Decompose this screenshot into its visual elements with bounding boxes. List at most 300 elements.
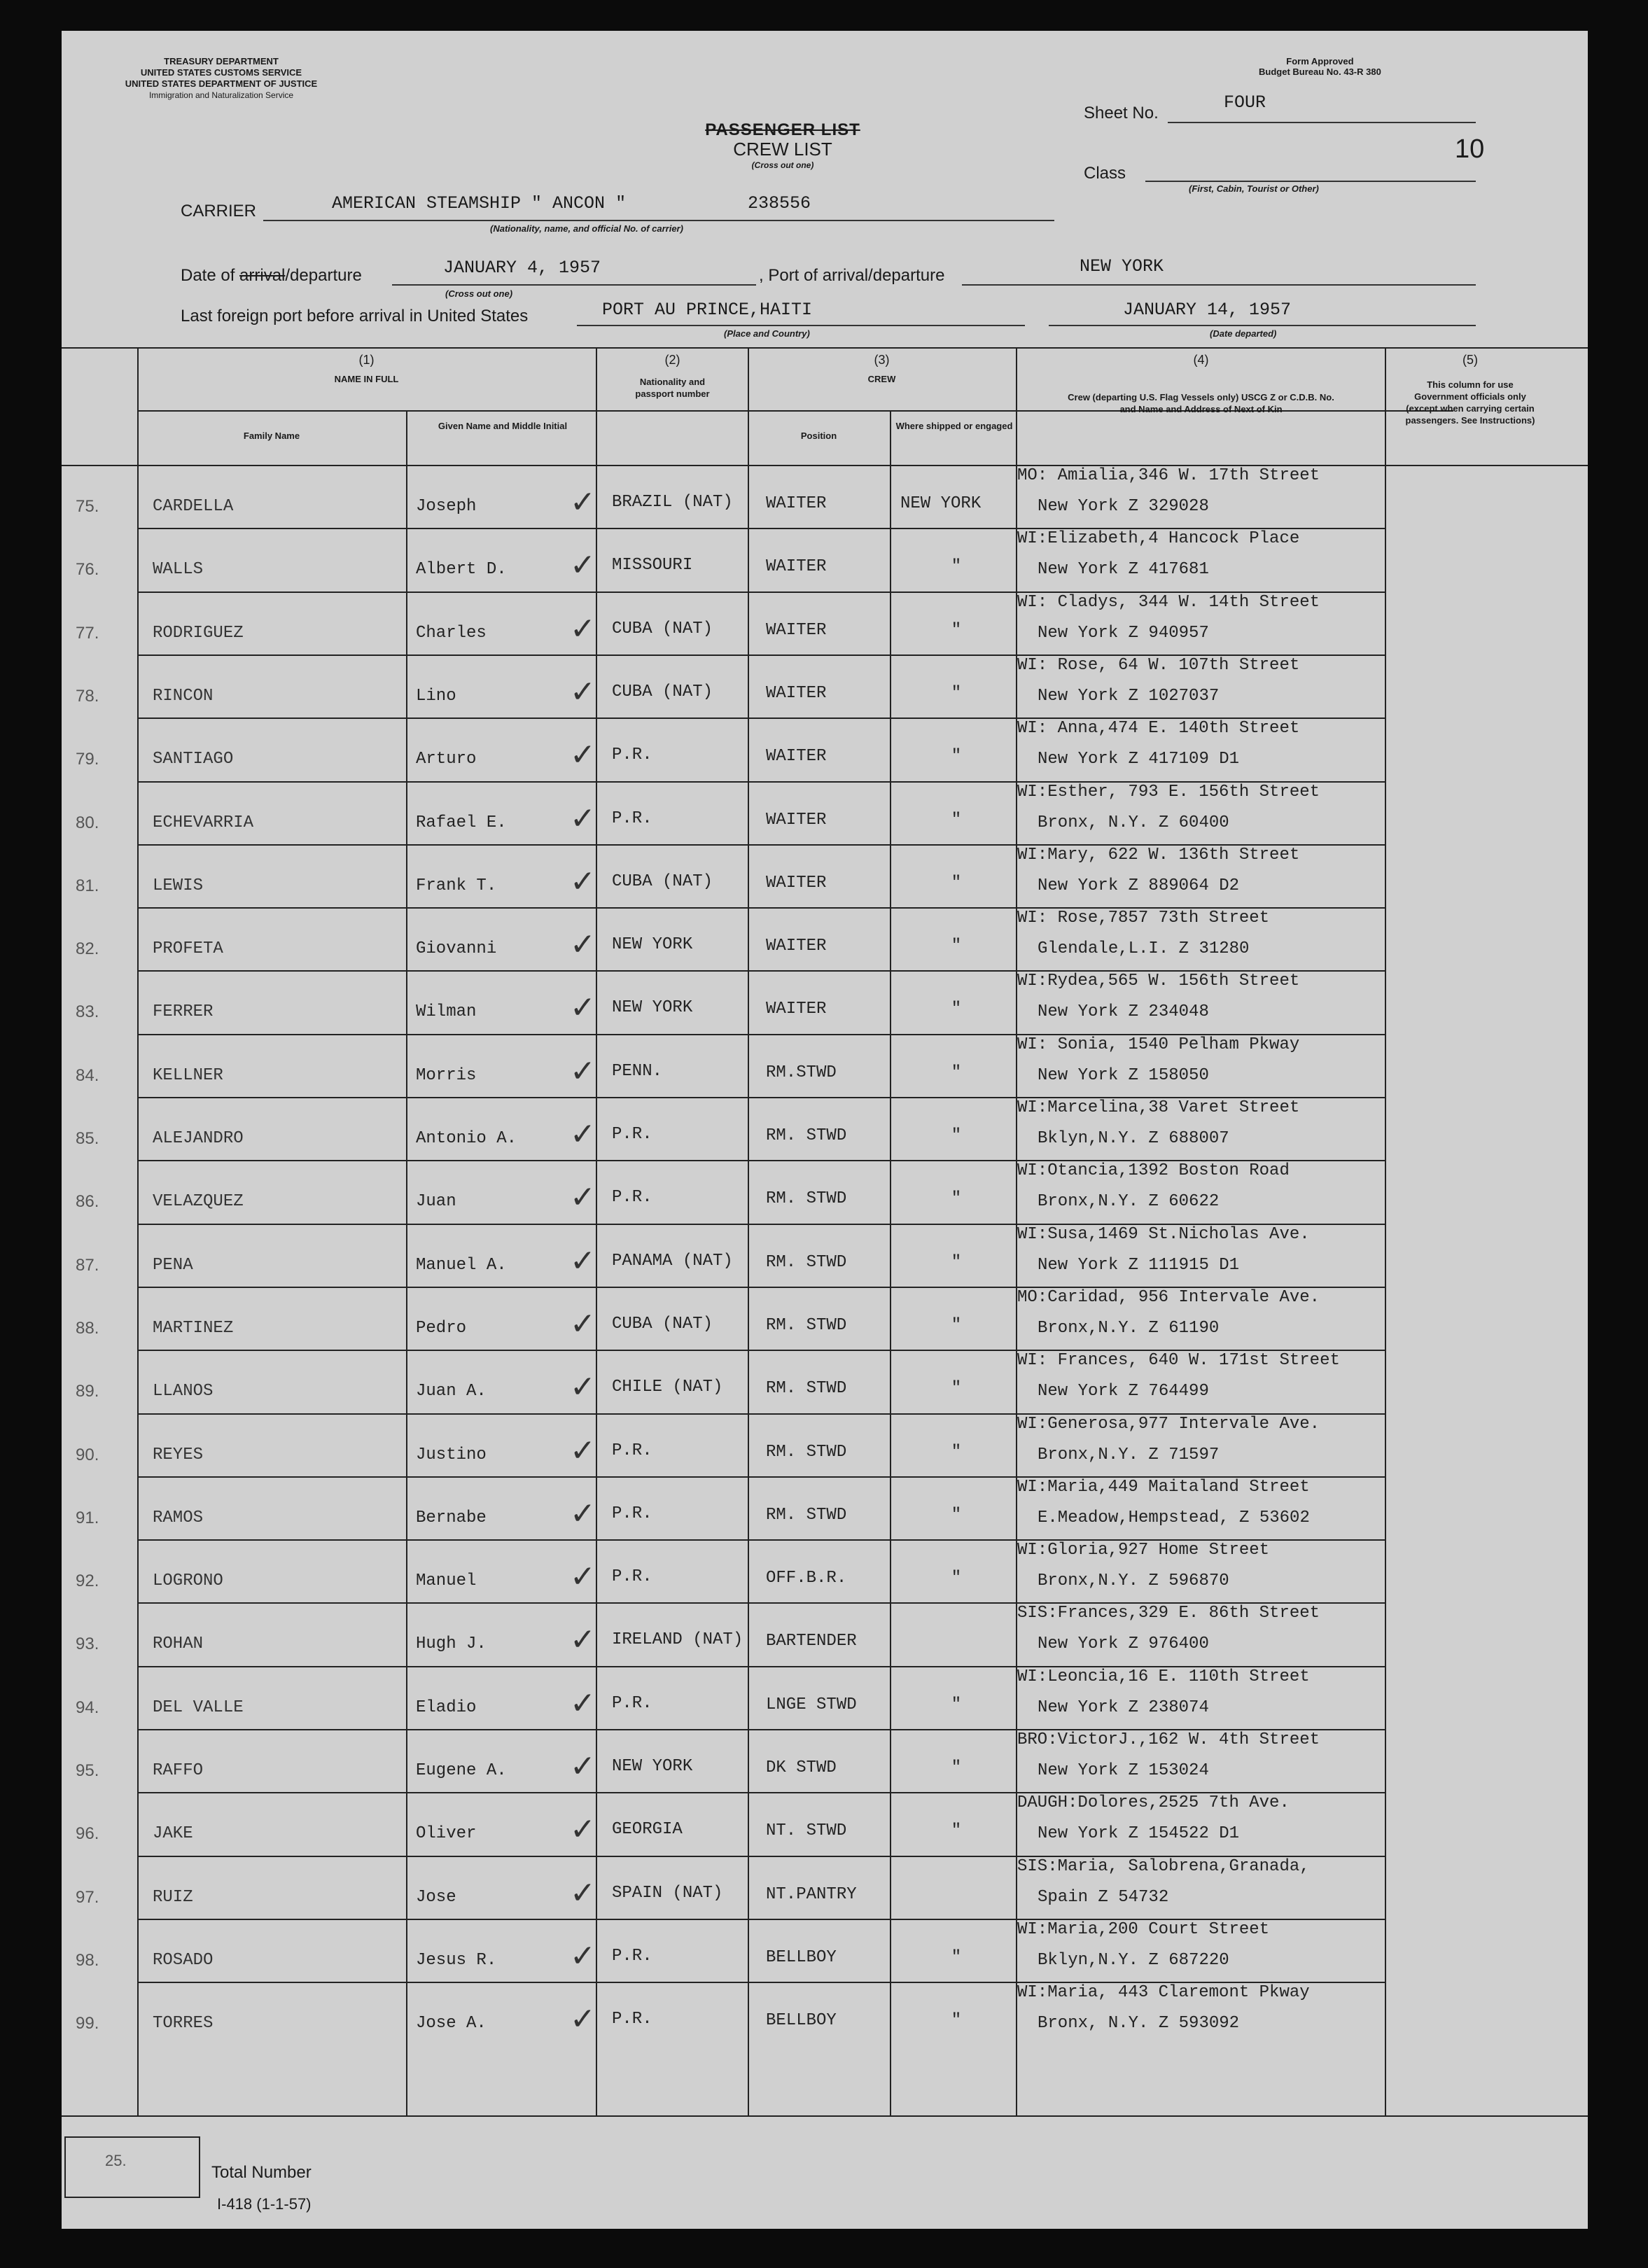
table-row xyxy=(62,528,1588,590)
table-row xyxy=(62,654,1588,717)
nationality-cell: PENN. xyxy=(612,1061,663,1081)
row-number: 87. xyxy=(76,1255,99,1275)
position-cell: WAITER xyxy=(766,683,827,703)
page-title: CREW LIST xyxy=(733,139,832,160)
next-of-kin-line-1: WI:Esther, 793 E. 156th Street xyxy=(1017,782,1320,802)
table-row xyxy=(62,718,1588,780)
family-name-cell: JAKE xyxy=(153,1824,193,1844)
position-cell: RM. STWD xyxy=(766,1126,847,1145)
row-number: 93. xyxy=(76,1634,99,1654)
agency-line: UNITED STATES CUSTOMS SERVICE xyxy=(140,67,302,78)
row-number: 81. xyxy=(76,876,99,895)
where-shipped-cell: " xyxy=(951,1569,962,1588)
family-name-cell: LLANOS xyxy=(153,1382,214,1401)
family-name-cell: ECHEVARRIA xyxy=(153,813,254,832)
nationality-cell: NEW YORK xyxy=(612,998,693,1018)
check-mark-icon: ✓ xyxy=(570,1306,596,1342)
row-number: 79. xyxy=(76,750,99,769)
next-of-kin-line-2: New York Z 1027037 xyxy=(1038,686,1220,706)
family-name-cell: SANTIAGO xyxy=(153,750,234,769)
where-shipped-cell: " xyxy=(951,1947,962,1967)
check-mark-icon: ✓ xyxy=(570,1369,596,1406)
family-name-cell: KELLNER xyxy=(153,1065,223,1085)
position-cell: WAITER xyxy=(766,873,827,892)
check-mark-icon: ✓ xyxy=(570,2001,596,2038)
next-of-kin-line-2: Bronx, N.Y. Z 60400 xyxy=(1038,813,1229,832)
given-name-cell: Bernabe xyxy=(416,1508,487,1527)
given-name-cell: Manuel A. xyxy=(416,1255,507,1275)
given-name-cell: Pedro xyxy=(416,1318,467,1338)
position-cell: WAITER xyxy=(766,1000,827,1019)
position-cell: WAITER xyxy=(766,620,827,640)
nationality-cell: CUBA (NAT) xyxy=(612,872,713,891)
position-cell: RM. STWD xyxy=(766,1315,847,1335)
next-of-kin-line-1: WI:Generosa,977 Intervale Ave. xyxy=(1017,1414,1320,1434)
row-number: 88. xyxy=(76,1318,99,1338)
row-number: 98. xyxy=(76,1950,99,1970)
next-of-kin-line-1: WI: Sonia, 1540 Pelham Pkway xyxy=(1017,1035,1300,1054)
next-of-kin-line-1: WI: Frances, 640 W. 171st Street xyxy=(1017,1351,1340,1371)
family-name-cell: LEWIS xyxy=(153,876,204,895)
given-name-cell: Lino xyxy=(416,686,456,706)
family-name-cell: ROSADO xyxy=(153,1950,214,1970)
next-of-kin-line-2: New York Z 329028 xyxy=(1038,497,1209,516)
family-name-cell: TORRES xyxy=(153,2014,214,2033)
check-mark-icon: ✓ xyxy=(570,673,596,710)
form-approved-block xyxy=(1259,56,1381,77)
page-number: 10 xyxy=(1455,134,1485,164)
next-of-kin-line-2: Bronx,N.Y. Z 71597 xyxy=(1038,1445,1220,1464)
where-shipped-cell: " xyxy=(951,2011,962,2031)
col-1-number: (1) xyxy=(358,353,375,367)
family-name-cell: PROFETA xyxy=(153,939,223,959)
next-of-kin-line-1: SIS:Maria, Salobrena,Granada, xyxy=(1017,1856,1310,1876)
col-3-title: CREW xyxy=(867,374,896,384)
next-of-kin-line-1: DAUGH:Dolores,2525 7th Ave. xyxy=(1017,1793,1290,1813)
next-of-kin-line-2: New York Z 234048 xyxy=(1038,1002,1209,1022)
table-row xyxy=(62,592,1588,654)
sheet-underline xyxy=(1168,122,1476,123)
carrier-label: CARRIER xyxy=(181,202,257,220)
check-mark-icon: ✓ xyxy=(570,1875,596,1911)
carrier-hint: (Nationality, name, and official No. of carrier) xyxy=(490,223,683,234)
carrier-number: 238556 xyxy=(748,193,811,214)
next-of-kin-line-2: New York Z 417109 D1 xyxy=(1038,750,1240,769)
col-4-number: (4) xyxy=(1193,353,1209,367)
cross-out-hint: (Cross out one) xyxy=(751,160,814,170)
family-name-cell: LOGRONO xyxy=(153,1572,223,1591)
nationality-cell: P.R. xyxy=(612,1188,652,1208)
class-underline xyxy=(1145,181,1476,182)
next-of-kin-line-2: Bronx,N.Y. Z 596870 xyxy=(1038,1572,1229,1591)
where-shipped-cell: " xyxy=(951,937,962,956)
where-shipped-cell: " xyxy=(951,1126,962,1145)
next-of-kin-line-1: WI:Maria,200 Court Street xyxy=(1017,1919,1270,1939)
check-mark-icon: ✓ xyxy=(570,1622,596,1658)
table-row xyxy=(62,1856,1588,1918)
position-cell: DK STWD xyxy=(766,1758,837,1777)
family-name-cell: WALLS xyxy=(153,560,204,580)
check-mark-icon: ✓ xyxy=(570,1242,596,1279)
where-shipped-cell: " xyxy=(951,1821,962,1841)
position-cell: RM.STWD xyxy=(766,1063,837,1082)
given-name-cell: Arturo xyxy=(416,750,477,769)
position-cell: WAITER xyxy=(766,937,827,956)
date-underline xyxy=(392,284,756,286)
last-port-value: PORT AU PRINCE,HAITI xyxy=(602,300,813,320)
next-of-kin-line-1: MO:Caridad, 956 Intervale Ave. xyxy=(1017,1287,1320,1307)
family-name-cell: MARTINEZ xyxy=(153,1318,234,1338)
row-number: 84. xyxy=(76,1065,99,1085)
check-mark-icon: ✓ xyxy=(570,1559,596,1595)
next-of-kin-line-2: Bronx,N.Y. Z 61190 xyxy=(1038,1318,1220,1338)
port-value: NEW YORK xyxy=(1080,256,1164,276)
date-departed-underline xyxy=(1049,325,1476,326)
nationality-cell: P.R. xyxy=(612,1567,652,1587)
next-of-kin-line-2: Bklyn,N.Y. Z 688007 xyxy=(1038,1129,1229,1148)
position-cell: WAITER xyxy=(766,810,827,830)
sheet-label: Sheet No. xyxy=(1084,104,1159,122)
given-name-cell: Giovanni xyxy=(416,939,497,959)
family-name-cell: PENA xyxy=(153,1255,193,1275)
family-name-cell: RAMOS xyxy=(153,1508,204,1527)
given-name-cell: Jose A. xyxy=(416,2014,487,2033)
total-box xyxy=(64,2136,200,2198)
table-row xyxy=(62,1602,1588,1665)
check-mark-icon: ✓ xyxy=(570,1685,596,1721)
given-name-cell: Eladio xyxy=(416,1698,477,1717)
table-row xyxy=(62,465,1588,527)
cross-out-hint-2: (Cross out one) xyxy=(445,288,513,299)
given-name-cell: Morris xyxy=(416,1065,477,1085)
table-row xyxy=(62,1982,1588,2044)
check-mark-icon: ✓ xyxy=(570,1495,596,1532)
position-cell: BELLBOY xyxy=(766,1947,837,1967)
next-of-kin-line-1: WI:Mary, 622 W. 136th Street xyxy=(1017,845,1300,864)
row-number: 77. xyxy=(76,623,99,643)
col-4-title: Crew (departing U.S. Flag Vessels only) USCG Z or C.D.B. No. and Name and Address of Next of Kin xyxy=(1068,392,1334,414)
row-number: 95. xyxy=(76,1761,99,1780)
next-of-kin-line-1: WI:Leoncia,16 E. 110th Street xyxy=(1017,1667,1310,1686)
nationality-cell: P.R. xyxy=(612,808,652,828)
date-departed-hint: (Date departed) xyxy=(1210,328,1277,339)
position-cell: WAITER xyxy=(766,557,827,577)
port-underline xyxy=(962,284,1476,286)
where-shipped-cell: " xyxy=(951,683,962,703)
nationality-cell: CUBA (NAT) xyxy=(612,619,713,638)
last-port-underline xyxy=(577,325,1025,326)
row-number: 75. xyxy=(76,497,99,516)
position-cell: NT. STWD xyxy=(766,1821,847,1841)
check-mark-icon: ✓ xyxy=(570,547,596,584)
date-label xyxy=(181,266,362,286)
row-number: 86. xyxy=(76,1192,99,1212)
position-cell: RM. STWD xyxy=(766,1442,847,1462)
col-2-header xyxy=(597,354,748,400)
date-value: JANUARY 4, 1957 xyxy=(443,258,601,278)
next-of-kin-line-2: New York Z 417681 xyxy=(1038,560,1209,580)
given-name-cell: Frank T. xyxy=(416,876,497,895)
position-cell: LNGE STWD xyxy=(766,1695,857,1714)
nationality-cell: P.R. xyxy=(612,1125,652,1144)
next-of-kin-line-1: WI:Marcelina,38 Varet Street xyxy=(1017,1098,1300,1117)
table-row xyxy=(62,1034,1588,1096)
total-value: 25. xyxy=(105,2152,127,2169)
table-row xyxy=(62,1160,1588,1222)
position-header: Position xyxy=(800,430,837,441)
row-number: 78. xyxy=(76,686,99,706)
check-mark-icon: ✓ xyxy=(570,927,596,963)
col-1-header xyxy=(137,354,596,385)
position-cell: WAITER xyxy=(766,747,827,766)
agency-line: TREASURY DEPARTMENT xyxy=(164,56,279,66)
given-name-cell: Jose xyxy=(416,1887,456,1907)
port-label: , Port of arrival/departure xyxy=(759,266,945,285)
where-shipped-cell: " xyxy=(951,1252,962,1272)
table-row xyxy=(62,1224,1588,1286)
next-of-kin-line-2: New York Z 111915 D1 xyxy=(1038,1255,1240,1275)
budget-number: Budget Bureau No. 43-R 380 xyxy=(1259,66,1381,77)
check-mark-icon: ✓ xyxy=(570,1053,596,1089)
form-code: I-418 (1-1-57) xyxy=(217,2195,312,2213)
sheet-value: FOUR xyxy=(1224,92,1266,113)
check-mark-icon: ✓ xyxy=(570,863,596,899)
given-name-cell: Wilman xyxy=(416,1002,477,1022)
row-number: 85. xyxy=(76,1129,99,1148)
given-name-cell: Joseph xyxy=(416,497,477,516)
next-of-kin-line-1: WI:Maria, 443 Claremont Pkway xyxy=(1017,1983,1310,2003)
family-name-cell: CARDELLA xyxy=(153,497,234,516)
col-1-title: NAME IN FULL xyxy=(334,374,399,384)
next-of-kin-line-1: WI: Rose,7857 73th Street xyxy=(1017,909,1270,928)
where-shipped-cell: " xyxy=(951,1758,962,1777)
family-name-cell: RODRIGUEZ xyxy=(153,623,244,643)
class-label: Class xyxy=(1084,164,1126,183)
given-name-cell: Juan A. xyxy=(416,1382,487,1401)
nationality-cell: P.R. xyxy=(612,1504,652,1523)
given-name-cell: Hugh J. xyxy=(416,1634,487,1654)
family-name-cell: RINCON xyxy=(153,686,214,706)
row-number: 92. xyxy=(76,1572,99,1591)
family-name-cell: VELAZQUEZ xyxy=(153,1192,244,1212)
nationality-cell: BRAZIL (NAT) xyxy=(612,493,733,512)
check-mark-icon: ✓ xyxy=(570,1116,596,1152)
given-name-cell: Juan xyxy=(416,1192,456,1212)
col-5-title: This column for use Government officials only (except when carrying certain passengers. See Instructions) xyxy=(1405,379,1535,426)
col-2-title: Nationality and passport number xyxy=(635,377,710,399)
check-mark-icon: ✓ xyxy=(570,1180,596,1216)
nationality-cell: IRELAND (NAT) xyxy=(612,1630,743,1650)
family-name-cell: RUIZ xyxy=(153,1887,193,1907)
next-of-kin-line-1: WI:Susa,1469 St.Nicholas Ave. xyxy=(1017,1224,1310,1244)
date-departed-value: JANUARY 14, 1957 xyxy=(1123,300,1292,320)
row-number: 91. xyxy=(76,1508,99,1527)
next-of-kin-line-2: New York Z 889064 D2 xyxy=(1038,876,1240,895)
nationality-cell: PANAMA (NAT) xyxy=(612,1251,733,1270)
check-mark-icon: ✓ xyxy=(570,800,596,836)
next-of-kin-line-2: New York Z 940957 xyxy=(1038,623,1209,643)
nationality-cell: NEW YORK xyxy=(612,1757,693,1776)
next-of-kin-line-2: New York Z 154522 D1 xyxy=(1038,1824,1240,1844)
family-name-cell: FERRER xyxy=(153,1002,214,1022)
position-cell: WAITER xyxy=(766,494,827,513)
family-name-cell: REYES xyxy=(153,1445,204,1464)
col-2-number: (2) xyxy=(664,353,680,367)
given-name-cell: Antonio A. xyxy=(416,1129,517,1148)
next-of-kin-line-2: New York Z 238074 xyxy=(1038,1698,1209,1717)
row-number: 82. xyxy=(76,939,99,959)
given-name-cell: Oliver xyxy=(416,1824,477,1844)
next-of-kin-line-2: Spain Z 54732 xyxy=(1038,1887,1169,1907)
where-shipped-cell: " xyxy=(951,1442,962,1462)
where-shipped-cell: " xyxy=(951,810,962,830)
where-shipped-cell: " xyxy=(951,1000,962,1019)
row-number: 99. xyxy=(76,2014,99,2033)
carrier-value: AMERICAN STEAMSHIP " ANCON " xyxy=(332,193,627,214)
next-of-kin-line-2: New York Z 158050 xyxy=(1038,1065,1209,1085)
next-of-kin-line-1: WI:Rydea,565 W. 156th Street xyxy=(1017,972,1300,991)
position-cell: OFF.B.R. xyxy=(766,1569,847,1588)
given-name-cell: Albert D. xyxy=(416,560,507,580)
row-number: 96. xyxy=(76,1824,99,1844)
nationality-cell: MISSOURI xyxy=(612,556,693,575)
check-mark-icon: ✓ xyxy=(570,610,596,647)
next-of-kin-line-1: MO: Amialia,346 W. 17th Street xyxy=(1017,466,1320,485)
agency-line: UNITED STATES DEPARTMENT OF JUSTICE xyxy=(125,78,318,89)
last-port-label: Last foreign port before arrival in United States xyxy=(181,307,529,326)
nationality-cell: P.R. xyxy=(612,1441,652,1460)
nationality-cell: CUBA (NAT) xyxy=(612,1314,713,1334)
where-shipped-cell: " xyxy=(951,1695,962,1714)
agency-line: Immigration and Naturalization Service xyxy=(148,90,294,100)
given-name-cell: Charles xyxy=(416,623,487,643)
where-shipped-cell: " xyxy=(951,1189,962,1209)
next-of-kin-line-2: Bronx, N.Y. Z 593092 xyxy=(1038,2014,1240,2033)
next-of-kin-line-2: Glendale,L.I. Z 31280 xyxy=(1038,939,1250,959)
next-of-kin-line-1: SIS:Frances,329 E. 86th Street xyxy=(1017,1604,1320,1623)
next-of-kin-line-2: New York Z 976400 xyxy=(1038,1634,1209,1654)
crew-list-form xyxy=(62,31,1588,2229)
next-of-kin-line-1: WI: Anna,474 E. 140th Street xyxy=(1017,719,1300,738)
where-shipped-cell: " xyxy=(951,873,962,892)
position-cell: RM. STWD xyxy=(766,1505,847,1525)
given-name-cell: Eugene A. xyxy=(416,1761,507,1780)
col-5-header xyxy=(1386,354,1554,426)
col-3-number: (3) xyxy=(874,353,890,367)
row-number: 89. xyxy=(76,1382,99,1401)
nationality-cell: P.R. xyxy=(612,746,652,765)
position-cell: RM. STWD xyxy=(766,1379,847,1399)
table-row xyxy=(62,781,1588,844)
table-row xyxy=(62,970,1588,1032)
nationality-cell: CHILE (NAT) xyxy=(612,1378,723,1397)
table-row xyxy=(62,844,1588,906)
col-4-header xyxy=(1017,354,1385,415)
col-5-number: (5) xyxy=(1462,353,1478,367)
check-mark-icon: ✓ xyxy=(570,1938,596,1974)
row-number: 83. xyxy=(76,1002,99,1022)
where-shipped-cell: " xyxy=(951,1505,962,1525)
check-mark-icon: ✓ xyxy=(570,484,596,520)
next-of-kin-line-1: WI:Elizabeth,4 Hancock Place xyxy=(1017,529,1300,549)
nationality-cell: P.R. xyxy=(612,2010,652,2029)
where-shipped-cell: " xyxy=(951,1315,962,1335)
table-row xyxy=(62,1097,1588,1159)
next-of-kin-line-1: BRO:VictorJ.,162 W. 4th Street xyxy=(1017,1730,1320,1749)
next-of-kin-line-1: WI:Otancia,1392 Boston Road xyxy=(1017,1161,1290,1181)
family-name-header: Family Name xyxy=(243,430,300,441)
col-3-header xyxy=(748,354,1016,385)
table-row xyxy=(62,1287,1588,1349)
table-row xyxy=(62,1666,1588,1728)
nationality-cell: GEORGIA xyxy=(612,1820,683,1840)
nationality-cell: P.R. xyxy=(612,1946,652,1966)
table-top-rule xyxy=(62,347,1588,349)
given-name-header: Given Name and Middle Initial xyxy=(438,421,568,431)
position-cell: BARTENDER xyxy=(766,1632,857,1651)
given-name-cell: Manuel xyxy=(416,1572,477,1591)
next-of-kin-line-2: E.Meadow,Hempstead, Z 53602 xyxy=(1038,1508,1310,1527)
row-number: 94. xyxy=(76,1698,99,1717)
table-row xyxy=(62,1350,1588,1412)
next-of-kin-line-1: WI:Maria,449 Maitaland Street xyxy=(1017,1477,1310,1497)
title-block xyxy=(678,120,888,170)
next-of-kin-line-2: New York Z 153024 xyxy=(1038,1761,1209,1780)
next-of-kin-line-1: WI:Gloria,927 Home Street xyxy=(1017,1541,1270,1560)
table-row xyxy=(62,1729,1588,1791)
table-bottom-rule xyxy=(62,2115,1588,2117)
total-label: Total Number xyxy=(211,2163,312,2182)
nationality-cell: P.R. xyxy=(612,1693,652,1713)
position-cell: NT.PANTRY xyxy=(766,1884,857,1904)
check-mark-icon: ✓ xyxy=(570,1812,596,1848)
class-hint: (First, Cabin, Tourist or Other) xyxy=(1189,183,1319,194)
date-label-struck: arrival xyxy=(239,266,286,285)
carrier-underline xyxy=(263,220,1054,221)
next-of-kin-line-1: WI: Rose, 64 W. 107th Street xyxy=(1017,655,1300,675)
given-name-cell: Justino xyxy=(416,1445,487,1464)
where-shipped-cell: " xyxy=(951,1379,962,1399)
row-number: 76. xyxy=(76,560,99,580)
table-row xyxy=(62,1413,1588,1476)
row-number: 90. xyxy=(76,1445,99,1464)
family-name-cell: ROHAN xyxy=(153,1634,204,1654)
row-number: 97. xyxy=(76,1887,99,1907)
nationality-cell: SPAIN (NAT) xyxy=(612,1883,723,1903)
family-name-cell: DEL VALLE xyxy=(153,1698,244,1717)
next-of-kin-line-2: Bronx,N.Y. Z 60622 xyxy=(1038,1192,1220,1212)
where-shipped-cell: " xyxy=(951,1063,962,1082)
next-of-kin-line-2: New York Z 764499 xyxy=(1038,1382,1209,1401)
check-mark-icon: ✓ xyxy=(570,990,596,1026)
where-shipped-cell: " xyxy=(951,620,962,640)
table-row xyxy=(62,1792,1588,1854)
family-name-cell: ALEJANDRO xyxy=(153,1129,244,1148)
date-label-post: /departure xyxy=(285,266,362,285)
where-shipped-cell: NEW YORK xyxy=(900,494,982,513)
table-row xyxy=(62,1539,1588,1602)
passenger-list-struck: PASSENGER LIST xyxy=(705,120,860,139)
nationality-cell: NEW YORK xyxy=(612,935,693,955)
table-row xyxy=(62,1919,1588,1981)
position-cell: RM. STWD xyxy=(766,1189,847,1209)
check-mark-icon: ✓ xyxy=(570,737,596,774)
date-label-pre: Date of xyxy=(181,266,240,285)
where-shipped-header: Where shipped or engaged xyxy=(895,421,1013,431)
agency-header xyxy=(102,56,340,101)
given-name-cell: Jesus R. xyxy=(416,1950,497,1970)
check-mark-icon: ✓ xyxy=(570,1749,596,1784)
